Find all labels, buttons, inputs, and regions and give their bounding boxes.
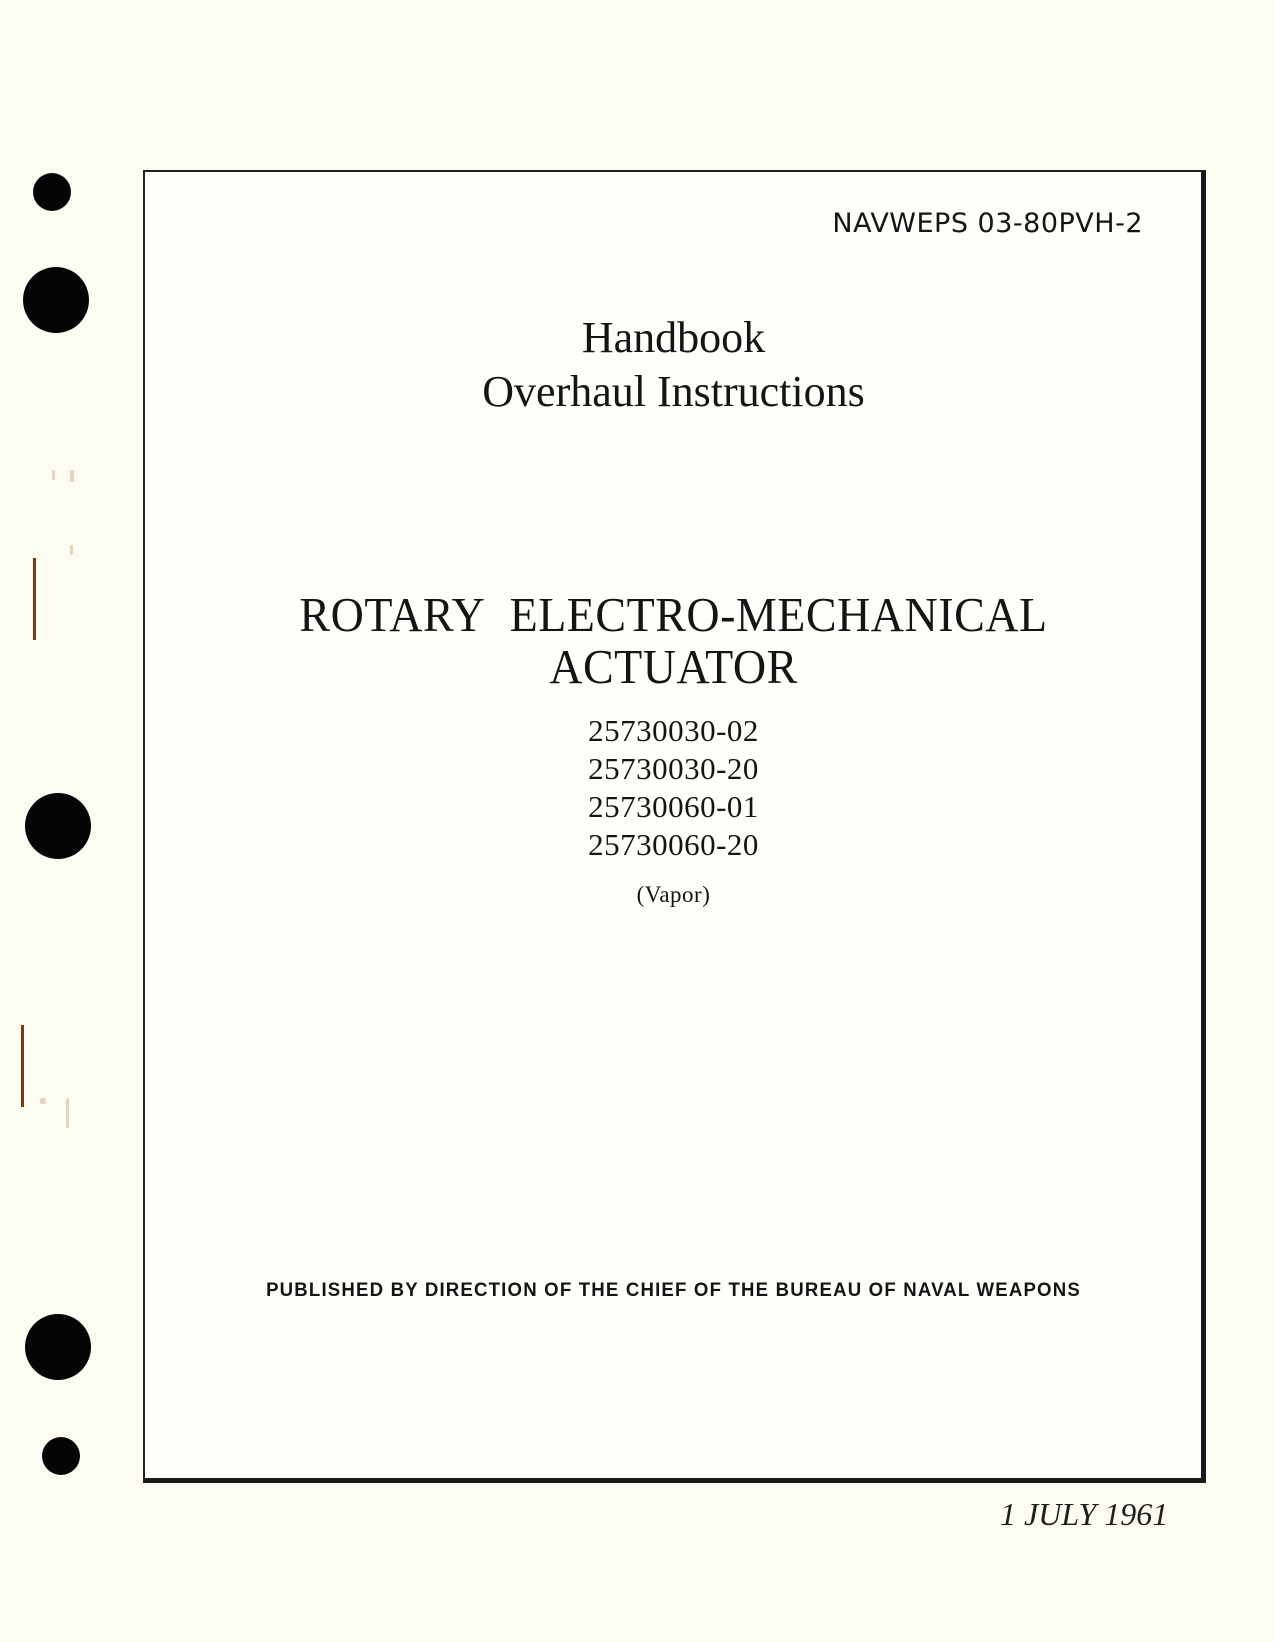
title-line-2: ACTUATOR bbox=[549, 639, 798, 694]
margin-stain-2 bbox=[70, 470, 74, 482]
binder-hole-4 bbox=[25, 1314, 91, 1380]
margin-mark-2 bbox=[21, 1025, 24, 1107]
margin-stain-1 bbox=[52, 470, 55, 480]
title-line-1: ROTARY ELECTRO-MECHANICAL bbox=[299, 587, 1048, 642]
part-number-list bbox=[143, 712, 1204, 864]
binder-hole-1 bbox=[33, 173, 71, 211]
part-number: 25730060-01 bbox=[588, 789, 759, 824]
part-number: 25730030-20 bbox=[588, 751, 759, 786]
variant-label: (Vapor) bbox=[636, 882, 711, 907]
margin-stain-4 bbox=[66, 1098, 69, 1128]
heading-overhaul-instructions: Overhaul Instructions bbox=[482, 367, 865, 416]
binder-hole-3 bbox=[25, 793, 91, 859]
margin-stain-5 bbox=[40, 1098, 46, 1104]
part-number: 25730060-20 bbox=[588, 827, 759, 862]
binder-hole-2 bbox=[23, 267, 89, 333]
margin-mark-1 bbox=[33, 558, 36, 640]
part-number: 25730030-02 bbox=[588, 713, 759, 748]
margin-stain-3 bbox=[70, 545, 73, 555]
publication-date: 1 JULY 1961 bbox=[1000, 1496, 1169, 1532]
heading-handbook: Handbook bbox=[581, 313, 766, 362]
publisher-statement: PUBLISHED BY DIRECTION OF THE CHIEF OF THE BUREAU OF NAVAL WEAPONS bbox=[266, 1280, 1081, 1301]
document-number: NAVWEPS 03-80PVH-2 bbox=[832, 208, 1143, 239]
binder-hole-5 bbox=[42, 1437, 80, 1475]
